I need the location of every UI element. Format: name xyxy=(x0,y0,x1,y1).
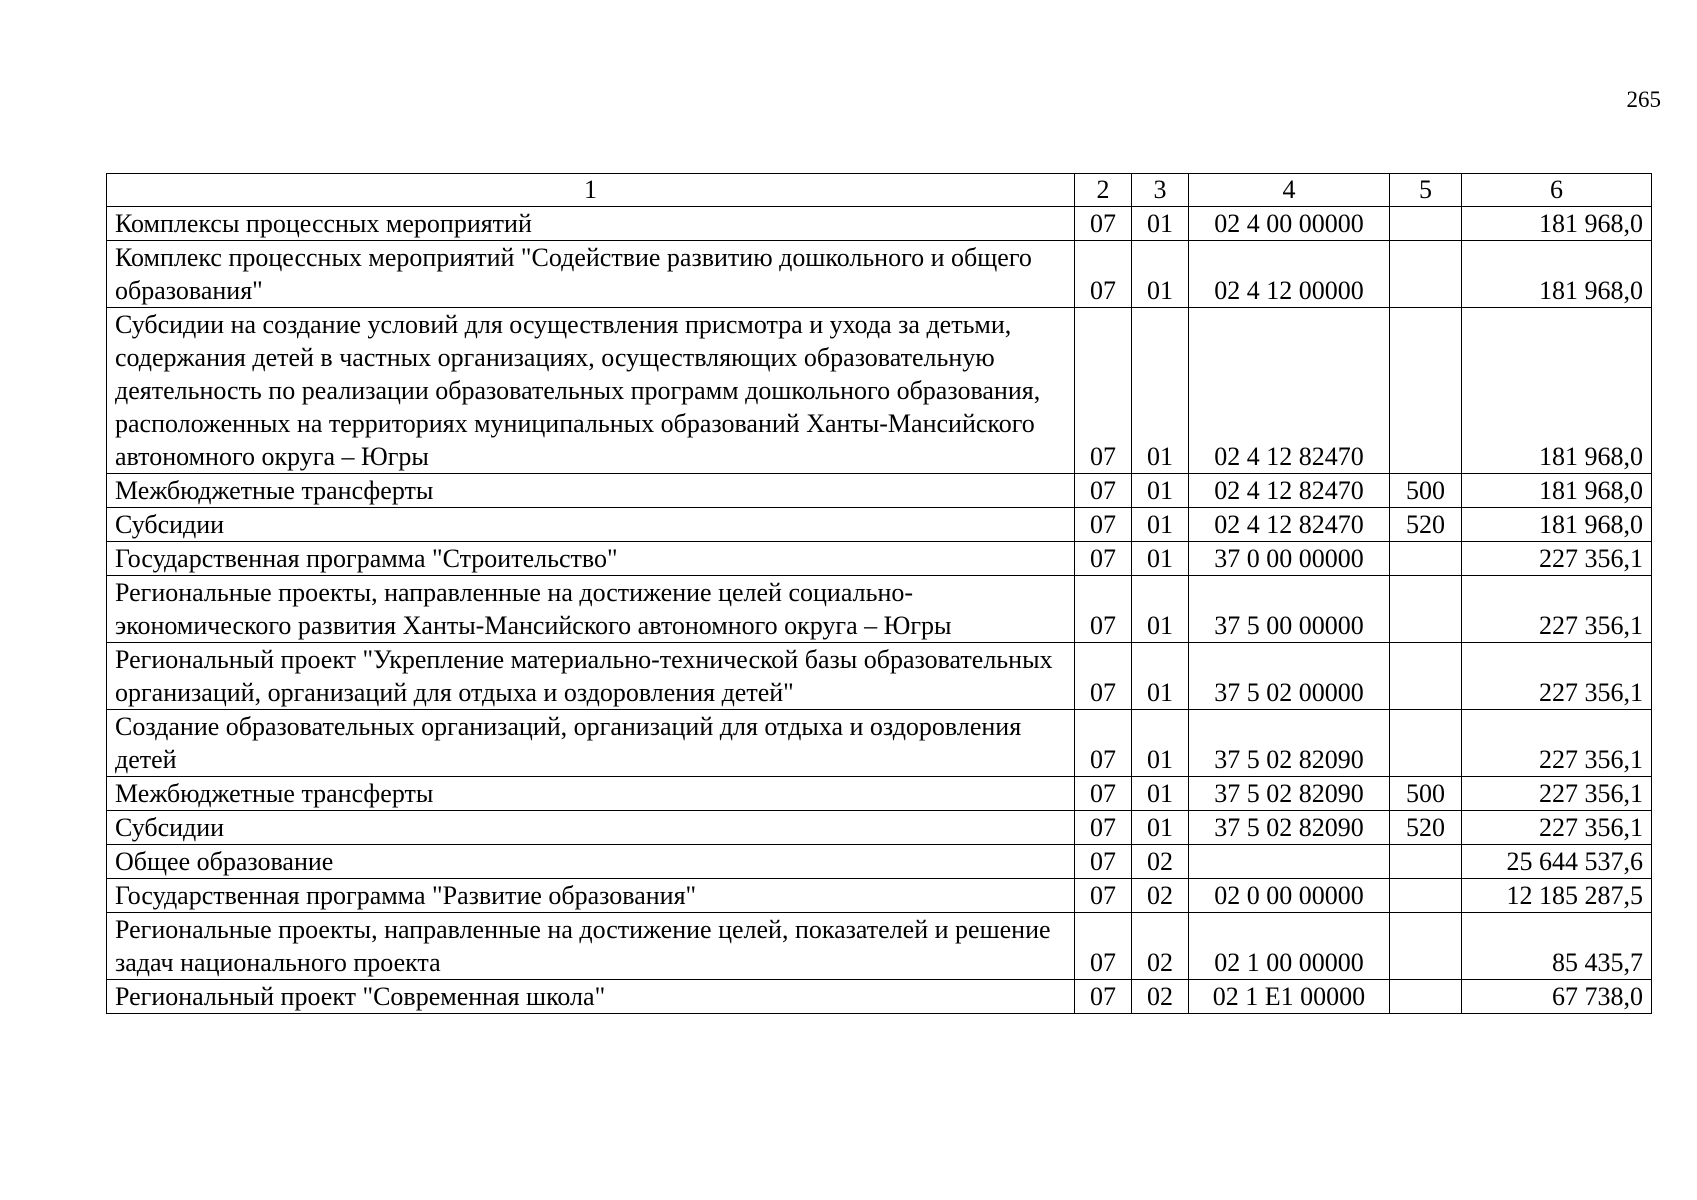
section-code-cell: 07 xyxy=(1075,474,1132,508)
target-article-cell: 02 4 12 82470 xyxy=(1189,308,1390,474)
subsection-code-cell: 01 xyxy=(1132,576,1189,643)
subsection-code-cell: 01 xyxy=(1132,241,1189,308)
row-name-cell: Государственная программа "Строительство" xyxy=(107,542,1075,576)
section-code-cell: 07 xyxy=(1075,845,1132,879)
row-name-cell: Общее образование xyxy=(107,845,1075,879)
table-row xyxy=(107,845,1652,879)
table-row xyxy=(107,710,1652,777)
table-row xyxy=(107,879,1652,913)
target-article-cell: 37 5 02 82090 xyxy=(1189,777,1390,811)
target-article-cell: 02 1 00 00000 xyxy=(1189,913,1390,980)
table-row xyxy=(107,576,1652,643)
section-code-cell: 07 xyxy=(1075,241,1132,308)
expense-type-cell xyxy=(1390,241,1462,308)
amount-cell: 181 968,0 xyxy=(1462,508,1652,542)
section-code-cell: 07 xyxy=(1075,710,1132,777)
column-header: 6 xyxy=(1462,174,1652,207)
amount-cell: 67 738,0 xyxy=(1462,980,1652,1014)
expense-type-cell xyxy=(1390,845,1462,879)
subsection-code-cell: 01 xyxy=(1132,542,1189,576)
table-row xyxy=(107,811,1652,845)
expense-type-cell: 500 xyxy=(1390,474,1462,508)
subsection-code-cell: 01 xyxy=(1132,777,1189,811)
row-name-cell: Региональный проект "Современная школа" xyxy=(107,980,1075,1014)
section-code-cell: 07 xyxy=(1075,308,1132,474)
amount-cell: 227 356,1 xyxy=(1462,576,1652,643)
expense-type-cell: 520 xyxy=(1390,508,1462,542)
target-article-cell: 37 5 02 00000 xyxy=(1189,643,1390,710)
row-name-cell: Региональные проекты, направленные на достижение целей социально-экономического развития Ханты-Мансийского автономного округа – Югры xyxy=(107,576,1075,643)
target-article-cell: 37 5 02 82090 xyxy=(1189,710,1390,777)
table-row xyxy=(107,474,1652,508)
table-row xyxy=(107,241,1652,308)
amount-cell: 181 968,0 xyxy=(1462,474,1652,508)
column-number-row xyxy=(107,174,1652,207)
subsection-code-cell: 02 xyxy=(1132,913,1189,980)
amount-cell: 85 435,7 xyxy=(1462,913,1652,980)
subsection-code-cell: 02 xyxy=(1132,980,1189,1014)
section-code-cell: 07 xyxy=(1075,980,1132,1014)
amount-cell: 12 185 287,5 xyxy=(1462,879,1652,913)
column-header: 3 xyxy=(1132,174,1189,207)
row-name-cell: Государственная программа "Развитие образования" xyxy=(107,879,1075,913)
amount-cell: 181 968,0 xyxy=(1462,207,1652,241)
subsection-code-cell: 01 xyxy=(1132,643,1189,710)
expense-type-cell xyxy=(1390,576,1462,643)
target-article-cell: 37 5 02 82090 xyxy=(1189,811,1390,845)
column-header: 4 xyxy=(1189,174,1390,207)
expense-type-cell xyxy=(1390,710,1462,777)
expense-type-cell xyxy=(1390,913,1462,980)
section-code-cell: 07 xyxy=(1075,913,1132,980)
amount-cell: 181 968,0 xyxy=(1462,241,1652,308)
subsection-code-cell: 02 xyxy=(1132,845,1189,879)
subsection-code-cell: 02 xyxy=(1132,879,1189,913)
subsection-code-cell: 01 xyxy=(1132,508,1189,542)
amount-cell: 227 356,1 xyxy=(1462,811,1652,845)
section-code-cell: 07 xyxy=(1075,207,1132,241)
row-name-cell: Комплексы процессных мероприятий xyxy=(107,207,1075,241)
target-article-cell: 02 4 12 82470 xyxy=(1189,508,1390,542)
amount-cell: 227 356,1 xyxy=(1462,710,1652,777)
column-header: 2 xyxy=(1075,174,1132,207)
expense-type-cell xyxy=(1390,643,1462,710)
subsection-code-cell: 01 xyxy=(1132,308,1189,474)
target-article-cell: 02 0 00 00000 xyxy=(1189,879,1390,913)
row-name-cell: Субсидии xyxy=(107,811,1075,845)
section-code-cell: 07 xyxy=(1075,542,1132,576)
table-row xyxy=(107,643,1652,710)
amount-cell: 25 644 537,6 xyxy=(1462,845,1652,879)
table-row xyxy=(107,777,1652,811)
target-article-cell: 02 1 E1 00000 xyxy=(1189,980,1390,1014)
row-name-cell: Региональные проекты, направленные на достижение целей, показателей и решение задач национального проекта xyxy=(107,913,1075,980)
table-row xyxy=(107,542,1652,576)
target-article-cell xyxy=(1189,845,1390,879)
target-article-cell: 02 4 00 00000 xyxy=(1189,207,1390,241)
table-row xyxy=(107,913,1652,980)
expense-type-cell xyxy=(1390,308,1462,474)
target-article-cell: 02 4 12 00000 xyxy=(1189,241,1390,308)
column-header: 1 xyxy=(107,174,1075,207)
page-number: 265 xyxy=(1626,87,1661,112)
amount-cell: 227 356,1 xyxy=(1462,643,1652,710)
subsection-code-cell: 01 xyxy=(1132,811,1189,845)
table-row xyxy=(107,308,1652,474)
expense-type-cell: 500 xyxy=(1390,777,1462,811)
table-row xyxy=(107,508,1652,542)
section-code-cell: 07 xyxy=(1075,508,1132,542)
row-name-cell: Создание образовательных организаций, организаций для отдыха и оздоровления детей xyxy=(107,710,1075,777)
subsection-code-cell: 01 xyxy=(1132,474,1189,508)
subsection-code-cell: 01 xyxy=(1132,710,1189,777)
row-name-cell: Межбюджетные трансферты xyxy=(107,777,1075,811)
amount-cell: 227 356,1 xyxy=(1462,777,1652,811)
amount-cell: 181 968,0 xyxy=(1462,308,1652,474)
expense-type-cell xyxy=(1390,207,1462,241)
section-code-cell: 07 xyxy=(1075,879,1132,913)
section-code-cell: 07 xyxy=(1075,643,1132,710)
column-header: 5 xyxy=(1390,174,1462,207)
target-article-cell: 37 0 00 00000 xyxy=(1189,542,1390,576)
row-name-cell: Субсидии на создание условий для осуществления присмотра и ухода за детьми, содержания детей в частных организациях, осуществляющих образовательную деятельность по реализации образовательных программ дошкольного образования, расположенных на территориях муниципальных образований Ханты-Мансийского автономного округа – Югры xyxy=(107,308,1075,474)
expense-type-cell xyxy=(1390,879,1462,913)
expense-type-cell xyxy=(1390,980,1462,1014)
row-name-cell: Межбюджетные трансферты xyxy=(107,474,1075,508)
amount-cell: 227 356,1 xyxy=(1462,542,1652,576)
subsection-code-cell: 01 xyxy=(1132,207,1189,241)
table-row xyxy=(107,980,1652,1014)
target-article-cell: 02 4 12 82470 xyxy=(1189,474,1390,508)
budget-table xyxy=(106,173,1652,1014)
target-article-cell: 37 5 00 00000 xyxy=(1189,576,1390,643)
section-code-cell: 07 xyxy=(1075,811,1132,845)
row-name-cell: Региональный проект "Укрепление материально-технической базы образовательных организаций, организаций для отдыха и оздоровления детей" xyxy=(107,643,1075,710)
row-name-cell: Субсидии xyxy=(107,508,1075,542)
section-code-cell: 07 xyxy=(1075,576,1132,643)
expense-type-cell: 520 xyxy=(1390,811,1462,845)
row-name-cell: Комплекс процессных мероприятий "Содействие развитию дошкольного и общего образования" xyxy=(107,241,1075,308)
table-row xyxy=(107,207,1652,241)
expense-type-cell xyxy=(1390,542,1462,576)
section-code-cell: 07 xyxy=(1075,777,1132,811)
